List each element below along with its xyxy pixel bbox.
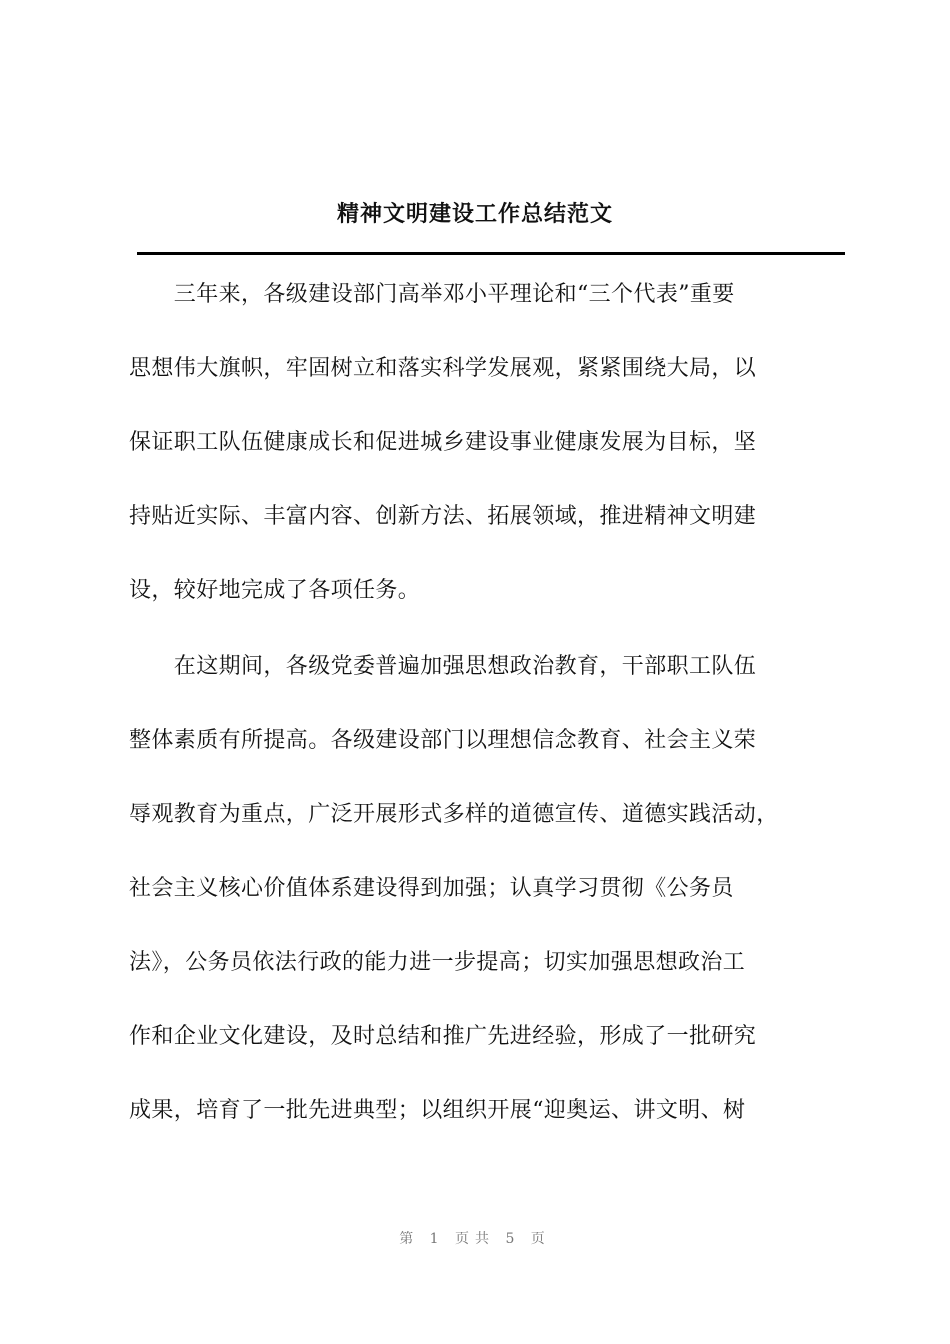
body-line: 整体素质有所提高。各级建设部门以理想信念教育、社会主义荣	[129, 728, 757, 753]
body-line: 持贴近实际、丰富内容、创新方法、拓展领域，推进精神文明建	[129, 504, 757, 529]
page-footer: 第 1 页共 5 页	[399, 1231, 551, 1247]
body-line: 辱观教育为重点，广泛开展形式多样的道德宣传、道德实践活动，	[129, 802, 779, 827]
body-line: 思想伟大旗帜，牢固树立和落实科学发展观，紧紧围绕大局，以	[129, 356, 757, 381]
body-line: 作和企业文化建设，及时总结和推广先进经验，形成了一批研究	[129, 1024, 757, 1049]
title-underline	[137, 252, 845, 255]
body-line: 设，较好地完成了各项任务。	[129, 578, 421, 603]
body-line: 法》，公务员依法行政的能力进一步提高；切实加强思想政治工	[129, 950, 746, 975]
body-line: 成果，培育了一批先进典型；以组织开展“迎奥运、讲文明、树	[129, 1098, 746, 1123]
body-line: 社会主义核心价值体系建设得到加强；认真学习贯彻《公务员	[129, 876, 734, 901]
document-title: 精神文明建设工作总结范文	[336, 201, 613, 227]
body-line: 在这期间，各级党委普遍加强思想政治教育，干部职工队伍	[129, 654, 757, 679]
body-line: 三年来，各级建设部门高举邓小平理论和“三个代表”重要	[129, 282, 735, 307]
body-line: 保证职工队伍健康成长和促进城乡建设事业健康发展为目标，坚	[129, 430, 757, 455]
